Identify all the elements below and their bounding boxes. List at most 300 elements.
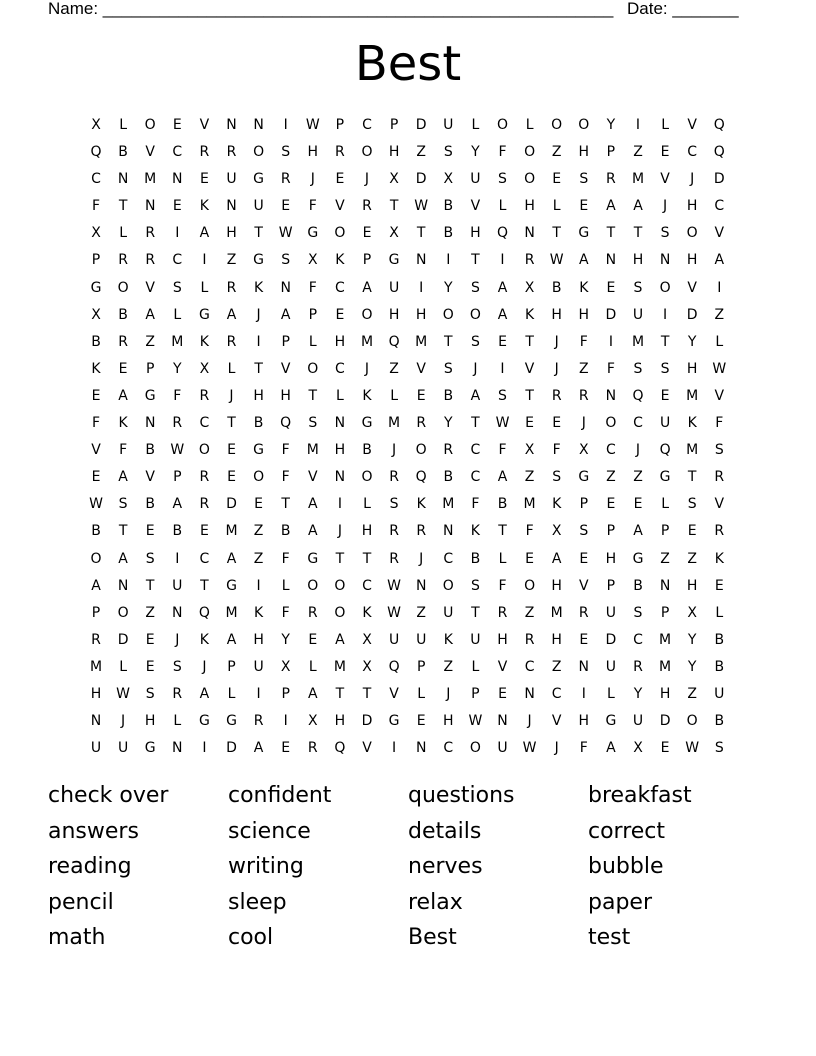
grid-letter: B — [443, 198, 454, 215]
grid-letter: S — [714, 740, 724, 757]
grid-letter: L — [606, 685, 615, 702]
grid-letter: T — [471, 415, 480, 432]
grid-letter: H — [578, 144, 590, 161]
grid-letter: J — [121, 713, 126, 730]
grid-letter: Z — [226, 252, 237, 269]
grid-letter: D — [226, 740, 237, 757]
grid-letter: G — [605, 713, 617, 730]
grid-letter: N — [605, 387, 617, 404]
grid-letter: J — [364, 171, 370, 188]
grid-letter: H — [253, 631, 264, 648]
grid-letter: X — [524, 279, 535, 296]
grid-letter: E — [579, 550, 589, 567]
grid-letter: M — [144, 171, 157, 188]
grid-letter: S — [308, 415, 318, 432]
grid-letter: L — [119, 225, 127, 242]
grid-letter: T — [200, 577, 209, 594]
grid-letter: J — [229, 387, 234, 404]
grid-letter: O — [686, 225, 698, 242]
grid-letter: T — [389, 198, 399, 215]
grid-letter: F — [91, 415, 101, 432]
grid-letter: W — [305, 117, 320, 133]
grid-letter: K — [254, 279, 264, 296]
grid-letter: J — [175, 631, 180, 648]
grid-letter: I — [635, 117, 641, 133]
grid-letter: M — [686, 387, 699, 404]
grid-letter: N — [226, 198, 237, 215]
grid-letter: R — [199, 496, 210, 513]
grid-letter: O — [442, 306, 454, 323]
grid-letter: H — [253, 387, 264, 404]
grid-letter: U — [253, 198, 264, 215]
grid-letter: D — [605, 631, 617, 648]
grid-letter: U — [605, 658, 617, 675]
word-bank-item: writing — [228, 854, 304, 880]
grid-letter: V — [714, 225, 725, 242]
grid-letter: F — [579, 740, 588, 757]
grid-letter: U — [632, 713, 644, 730]
grid-letter: B — [714, 631, 725, 648]
grid-letter: D — [361, 713, 373, 730]
grid-letter: T — [254, 360, 263, 377]
grid-letter: Y — [687, 333, 697, 350]
grid-letter: P — [660, 604, 670, 621]
grid-letter: H — [578, 306, 590, 323]
grid-letter: A — [497, 469, 508, 486]
grid-letter: I — [175, 225, 180, 242]
grid-letter: U — [605, 604, 617, 621]
grid-letter: L — [715, 333, 724, 350]
grid-letter: O — [117, 604, 129, 621]
grid-letter: H — [361, 523, 373, 540]
grid-letter: C — [172, 252, 183, 269]
grid-letter: F — [308, 279, 317, 296]
grid-letter: A — [362, 279, 372, 296]
grid-letter: A — [199, 685, 210, 702]
grid-letter: X — [579, 442, 589, 459]
grid-letter: Y — [687, 658, 697, 675]
grid-letter: E — [606, 496, 616, 513]
grid-letter: I — [446, 252, 451, 269]
grid-letter: Q — [388, 658, 400, 675]
grid-letter: H — [686, 198, 698, 215]
grid-letter: D — [605, 306, 617, 323]
grid-letter: T — [498, 523, 507, 540]
grid-letter: R — [199, 144, 210, 161]
grid-letter: Q — [90, 144, 102, 161]
grid-letter: P — [579, 496, 589, 513]
grid-letter: Q — [198, 604, 210, 621]
grid-letter: R — [389, 550, 399, 567]
grid-letter: W — [387, 604, 402, 621]
grid-letter: K — [416, 496, 426, 513]
grid-letter: E — [281, 198, 291, 215]
grid-letter: T — [471, 604, 480, 621]
grid-letter: F — [525, 523, 534, 540]
grid-letter: U — [226, 171, 237, 188]
grid-letter: L — [390, 387, 398, 404]
grid-letter: J — [554, 740, 559, 757]
grid-letter: B — [253, 415, 264, 432]
grid-letter: W — [116, 685, 131, 702]
grid-letter: B — [551, 279, 562, 296]
grid-letter: O — [117, 279, 129, 296]
grid-letter: R — [551, 387, 562, 404]
grid-letter: Z — [579, 360, 589, 377]
grid-letter: R — [633, 658, 643, 675]
grid-letter: O — [578, 117, 590, 133]
grid-letter: K — [579, 279, 589, 296]
grid-letter: H — [443, 713, 454, 730]
grid-letter: T — [118, 198, 128, 215]
grid-letter: L — [471, 658, 480, 675]
grid-letter: O — [442, 577, 454, 594]
grid-letter: J — [663, 198, 668, 215]
grid-letter: A — [606, 740, 616, 757]
grid-letter: H — [605, 550, 617, 567]
grid-letter: J — [527, 713, 532, 730]
grid-letter: U — [443, 117, 454, 133]
grid-letter: E — [660, 144, 670, 161]
grid-letter: O — [307, 360, 319, 377]
grid-letter: O — [361, 144, 373, 161]
grid-letter: I — [202, 252, 207, 269]
grid-letter: L — [498, 198, 507, 215]
grid-letter: C — [335, 360, 345, 377]
grid-letter: Y — [444, 415, 453, 432]
grid-letter: B — [443, 387, 454, 404]
grid-letter: T — [525, 333, 534, 350]
grid-letter: K — [199, 198, 209, 215]
grid-letter: P — [227, 658, 236, 675]
grid-letter: H — [497, 631, 508, 648]
grid-letter: T — [660, 333, 670, 350]
grid-letter: F — [471, 496, 480, 513]
grid-letter: C — [362, 117, 372, 133]
grid-letter: X — [280, 658, 291, 675]
grid-letter: S — [172, 279, 182, 296]
grid-letter: X — [308, 252, 318, 269]
grid-letter: A — [118, 469, 128, 486]
grid-letter: S — [552, 469, 562, 486]
grid-letter: Z — [524, 604, 535, 621]
grid-letter: O — [361, 469, 373, 486]
grid-letter: U — [497, 740, 508, 757]
grid-letter: L — [471, 117, 480, 133]
grid-letter: T — [362, 550, 372, 567]
grid-letter: Z — [633, 469, 643, 486]
grid-letter: H — [524, 198, 535, 215]
grid-letter: F — [498, 577, 507, 594]
grid-letter: S — [470, 333, 480, 350]
grid-letter: C — [362, 577, 372, 594]
grid-letter: R — [91, 631, 101, 648]
grid-letter: K — [362, 387, 372, 404]
word-bank-item: paper — [588, 889, 652, 915]
grid-letter: A — [308, 496, 318, 513]
grid-letter: N — [334, 469, 346, 486]
grid-letter: R — [497, 604, 508, 621]
grid-letter: U — [416, 631, 427, 648]
grid-letter: T — [335, 685, 345, 702]
grid-letter: G — [226, 577, 237, 594]
grid-letter: X — [687, 604, 697, 621]
grid-letter: P — [173, 469, 182, 486]
grid-letter: A — [714, 252, 725, 269]
grid-letter: Z — [443, 658, 454, 675]
grid-letter: H — [551, 631, 562, 648]
grid-letter: Z — [416, 144, 426, 161]
grid-letter: E — [335, 171, 345, 188]
grid-letter: V — [551, 713, 562, 730]
grid-letter: C — [91, 171, 101, 188]
grid-letter: R — [145, 252, 156, 269]
grid-letter: N — [443, 523, 454, 540]
grid-letter: W — [468, 713, 483, 730]
grid-letter: Z — [416, 604, 426, 621]
grid-letter: Y — [471, 144, 480, 161]
grid-letter: E — [91, 469, 101, 486]
grid-letter: A — [253, 740, 264, 757]
grid-letter: I — [175, 550, 180, 567]
grid-letter: G — [307, 550, 319, 567]
grid-letter: B — [362, 442, 372, 459]
grid-letter: C — [443, 550, 454, 567]
grid-letter: A — [470, 387, 481, 404]
grid-letter: N — [90, 713, 102, 730]
word-bank-item: test — [588, 925, 631, 951]
grid-letter: O — [90, 550, 102, 567]
grid-letter: F — [308, 198, 317, 215]
grid-letter: M — [225, 523, 238, 540]
grid-letter: P — [606, 144, 616, 161]
grid-letter: R — [307, 740, 318, 757]
grid-letter: O — [524, 144, 536, 161]
grid-letter: S — [172, 658, 182, 675]
grid-letter: P — [145, 360, 155, 377]
grid-letter: G — [253, 442, 265, 459]
grid-letter: J — [202, 658, 207, 675]
grid-letter: B — [280, 523, 291, 540]
grid-letter: V — [687, 279, 697, 296]
grid-letter: Y — [633, 685, 643, 702]
grid-letter: X — [91, 117, 101, 133]
grid-letter: N — [524, 685, 535, 702]
grid-letter: E — [498, 685, 507, 702]
grid-letter: S — [281, 144, 291, 161]
grid-letter: E — [660, 387, 670, 404]
grid-letter: B — [145, 442, 155, 459]
grid-letter: O — [334, 225, 346, 242]
grid-letter: R — [145, 225, 156, 242]
grid-letter: E — [281, 740, 291, 757]
grid-letter: M — [89, 658, 103, 675]
word-bank-item: answers — [48, 818, 139, 844]
grid-letter: F — [281, 442, 290, 459]
grid-letter: Z — [687, 685, 697, 702]
grid-letter: E — [660, 740, 670, 757]
grid-letter: W — [549, 252, 564, 269]
grid-letter: S — [579, 171, 589, 188]
grid-letter: X — [633, 740, 643, 757]
grid-letter: O — [496, 117, 509, 133]
grid-letter: Q — [280, 415, 292, 432]
grid-letter: V — [362, 740, 372, 757]
grid-letter: F — [579, 333, 588, 350]
grid-letter: Y — [687, 631, 697, 648]
grid-letter: F — [498, 442, 507, 459]
grid-letter: F — [173, 387, 182, 404]
grid-letter: F — [281, 550, 290, 567]
word-column — [588, 778, 692, 956]
grid-letter: M — [171, 333, 184, 350]
grid-letter: G — [307, 225, 319, 242]
grid-letter: V — [145, 144, 155, 161]
grid-letter: N — [415, 577, 427, 594]
grid-letter: G — [198, 713, 210, 730]
grid-letter: V — [470, 198, 481, 215]
grid-letter: R — [172, 415, 183, 432]
grid-letter: C — [199, 415, 210, 432]
grid-letter: A — [579, 252, 589, 269]
grid-letter: H — [334, 713, 346, 730]
grid-letter: V — [714, 496, 725, 513]
grid-letter: V — [579, 577, 589, 594]
name-field: Name: ______________________________________________________ — [48, 0, 614, 18]
grid-letter: J — [581, 415, 586, 432]
grid-letter: Z — [606, 469, 616, 486]
grid-letter: T — [281, 496, 290, 513]
grid-letter: Z — [145, 604, 155, 621]
grid-letter: L — [417, 685, 426, 702]
grid-letter: M — [442, 496, 455, 513]
grid-letter: O — [415, 442, 427, 459]
grid-letter: P — [606, 523, 616, 540]
grid-letter: L — [119, 117, 127, 133]
grid-letter: O — [605, 415, 617, 432]
grid-letter: E — [416, 713, 426, 730]
grid-letter: S — [145, 550, 155, 567]
grid-letter: U — [659, 415, 671, 432]
grid-letter: Y — [444, 279, 453, 296]
grid-letter: Y — [173, 360, 182, 377]
grid-letter: C — [633, 415, 643, 432]
grid-letter: W — [278, 225, 293, 242]
grid-letter: K — [254, 604, 264, 621]
grid-letter: K — [91, 360, 101, 377]
grid-letter: C — [172, 144, 183, 161]
grid-letter: C — [470, 442, 481, 459]
grid-letter: U — [388, 279, 400, 296]
grid-letter: Z — [524, 469, 535, 486]
grid-letter: G — [90, 279, 102, 296]
grid-letter: X — [389, 171, 399, 188]
grid-letter: E — [606, 279, 616, 296]
grid-letter: M — [631, 171, 645, 188]
grid-letter: V — [199, 117, 210, 133]
grid-letter: A — [199, 225, 210, 242]
grid-letter: S — [660, 225, 670, 242]
grid-letter: S — [145, 685, 155, 702]
grid-letter: G — [198, 306, 210, 323]
grid-letter: E — [145, 523, 155, 540]
grid-letter: N — [659, 252, 671, 269]
grid-letter: E — [362, 225, 372, 242]
grid-letter: T — [118, 523, 128, 540]
grid-letter: L — [552, 198, 561, 215]
grid-letter: B — [118, 306, 128, 323]
grid-letter: A — [633, 198, 643, 215]
grid-letter: P — [91, 604, 101, 621]
grid-letter: L — [661, 117, 669, 133]
grid-letter: L — [308, 333, 317, 350]
grid-letter: L — [173, 713, 182, 730]
grid-letter: R — [118, 252, 128, 269]
grid-letter: R — [226, 279, 237, 296]
grid-letter: M — [523, 496, 536, 513]
grid-letter: P — [362, 252, 372, 269]
grid-letter: K — [335, 252, 345, 269]
grid-letter: K — [118, 415, 128, 432]
grid-letter: E — [552, 171, 562, 188]
grid-letter: F — [119, 442, 128, 459]
grid-letter: N — [226, 117, 237, 133]
grid-letter: B — [91, 333, 101, 350]
grid-letter: K — [552, 496, 562, 513]
grid-letter: E — [227, 469, 236, 486]
grid-letter: T — [145, 577, 155, 594]
grid-letter: E — [172, 117, 182, 133]
grid-letter: J — [554, 360, 559, 377]
grid-letter: A — [226, 550, 237, 567]
grid-letter: R — [335, 144, 345, 161]
grid-letter: Z — [633, 144, 643, 161]
grid-letter: H — [307, 144, 319, 161]
grid-letter: Q — [713, 117, 725, 133]
grid-letter: O — [334, 604, 346, 621]
grid-letter: V — [687, 117, 697, 133]
grid-letter: U — [90, 740, 102, 757]
grid-letter: S — [443, 360, 453, 377]
grid-letter: W — [495, 415, 510, 432]
word-bank-item: nerves — [408, 854, 483, 880]
grid-letter: I — [256, 333, 261, 350]
grid-letter: E — [552, 415, 562, 432]
grid-letter: F — [552, 442, 561, 459]
grid-letter: V — [524, 360, 535, 377]
grid-letter: D — [686, 306, 698, 323]
grid-letter: X — [443, 171, 454, 188]
grid-letter: A — [633, 523, 643, 540]
grid-letter: T — [308, 387, 318, 404]
grid-letter: F — [606, 360, 615, 377]
grid-letter: J — [256, 306, 261, 323]
grid-letter: E — [227, 442, 236, 459]
grid-letter: O — [686, 713, 698, 730]
grid-letter: L — [308, 658, 317, 675]
grid-letter: D — [713, 171, 725, 188]
grid-letter: R — [389, 523, 399, 540]
grid-letter: T — [227, 415, 236, 432]
grid-letter: S — [470, 577, 480, 594]
grid-letter: W — [387, 577, 402, 594]
grid-letter: Y — [281, 631, 290, 648]
grid-letter: B — [91, 523, 101, 540]
grid-letter: I — [392, 740, 397, 757]
grid-letter: H — [686, 360, 698, 377]
grid-letter: S — [579, 523, 589, 540]
grid-letter: K — [470, 523, 480, 540]
